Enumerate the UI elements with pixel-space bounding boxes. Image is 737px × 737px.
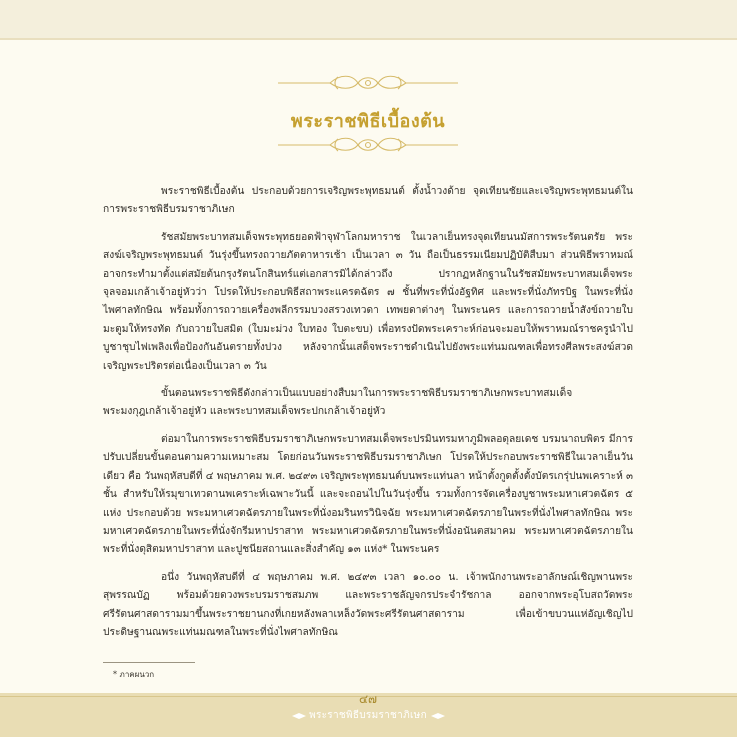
ornament-bottom-icon: [268, 134, 468, 156]
page-title: พระราชพิธีเบื้องต้น: [290, 111, 446, 132]
body-text: [103, 183, 633, 651]
paragraph-2: รัชสมัยพระบาทสมเด็จพระพุทธยอดฟ้าจุฬาโลกมหาราช ในเวลาเย็นทรงจุดเทียนนมัสการพระรัตนตรัย พระสงฆ์เจริญพระพุทธมนต์ วันรุ่งขึ้นทรงถวายภัตตาหารเช้า เป็นเวลา ๓ วัน ถือเป็นธรรมเนียมปฏิบัติสืบมา ส่วนพิธีพราหมณ์อาจกระทำมาตั้งแต่สมัยต้นกรุงรัตนโกสินทร์แต่เอกสารมิได้กล่าวถึง ปรากฏหลักฐานในรัชสมัยพระบาทสมเด็จพระจุลจอมเกล้าเจ้าอยู่หัวว่า โปรดให้ประกอบพิธีสถาพระแครตฉัตร ๗ ชั้นที่พระที่นั่งอัฐทิศ และพระที่นั่งภัทรบิฐ ในพระที่นั่งไพศาลทักษิณ พร้อมทั้งการถวายเครื่องพลีกรรมบวงสรวงเทวดา เทพยดาต่างๆ ในพระนคร และการถวายน้ำสังข์ถวายใบมะตูมให้ทรงทัด กับถวายใบสมิต (ใบมะม่วง ใบทอง ใบตะขบ) เพื่อทรงปัดพระเคราะห์ก่อนจะมอบให้พราหมณ์ราชครูนำไปบูชาชุบไฟเพลิงเพื่อป้องกันอันตรายทั้งปวง หลังจากนั้นเสด็จพระราชดำเนินไปยังพระแท่นมณฑลเพื่อทรงศีลพระสงฆ์สวดเจริญพระปริตรต่อเนื่องเป็นเวลา ๓ วัน: [103, 231, 633, 372]
paragraph-5: อนึ่ง วันพฤหัสบดีที่ ๔ พฤษภาคม พ.ศ. ๒๔๙๓ เวลา ๑๐.๐๐ น. เจ้าพนักงานพระอาลักษณ์เชิญพานพระสุพรรณบัฏ พร้อมด้วยดวงพระบรมราชสมภพ และพระราชลัญจกรประจำรัชกาล ออกจากพระอุโบสถวัดพระศรีรัตนศาสดารามมาขึ้นพระราชยานกงที่เกยหลังพลาเหล็งวัดพระศรีรัตนศาสดาราม เพื่อเข้าขบวนแห่อัญเชิญไปประดิษฐานณพระแท่นมณฑลในพระที่นั่งไพศาลทักษิณ: [103, 571, 633, 638]
page-number: ๔๗: [358, 692, 378, 706]
paragraph-3: ขั้นตอนพระราชพิธีดังกล่าวเป็นแบบอย่างสืบมาในการพระราชพิธีบรมราชาภิเษกพระบาทสมเด็จพระมงกุฎเกล้าเจ้าอยู่หัว และพระบาทสมเด็จพระปกเกล้าเจ้าอยู่หัว: [103, 388, 573, 418]
paragraph-4: ต่อมาในการพระราชพิธีบรมราชาภิเษกพระบาทสมเด็จพระปรมินทรมหาภูมิพลอดุลยเดช บรมนาถบพิตร มีการปรับเปลี่ยนขั้นตอนตามความเหมาะสม โดยก่อนวันพระราชพิธีบรมราชาภิเษก โปรดให้ประกอบพระราชพิธีในเวลาเย็นวันเดียว คือ วันพฤหัสบดีที่ ๔ พฤษภาคม พ.ศ. ๒๔๙๓ เจริญพระพุทธมนต์บนพระแท่นลา หน้าตั้งกูดตั้งตั้งบัตรเกรุ่ปนพเคราะห์ ๓ ชั้น สำหรับให้รมุขาเทวดานพเคราะห์เฉพาะวันนี้ และจะถอนไปในวันรุ่งขึ้น รวมทั้งการจัดเครื่องบูชาพระมหาเศวตฉัตร ๕ แห่ง ประกอบด้วย พระมหาเศวตฉัตรภายในพระที่นั่งอมรินทรวินิจฉัย พระมหาเศวตฉัตรภายในพระที่นั่งไพศาลทักษิณ พระมหาเศวตฉัตรภายในพระที่นั่งจักรีมหาปราสาท พระมหาเศวตฉัตรภายในพระที่นั่งอนันตสมาคม พระมหาเศวตฉัตรภายในพระที่นั่งดุสิตมหาปราสาท และปูชนียสถานและสิ่งสำคัญ ๑๓ แห่ง* ในพระนคร: [103, 433, 633, 556]
footnote: * ภาคผนวก: [113, 670, 155, 679]
paragraph-1: พระราชพิธีเบื้องต้น ประกอบด้วยการเจริญพระพุทธมนต์ ตั้งน้ำวงด้าย จุดเทียนชัยและเจริญพระพุทธมนต์ในการพระราชพิธีบรมราชาภิเษก: [103, 186, 633, 216]
footnote-rule: [103, 662, 195, 663]
header-divider: [0, 38, 737, 40]
title-block: [268, 72, 468, 162]
running-title: พระราชพิธีบรมราชาภิเษก: [309, 710, 427, 721]
header-band: [0, 0, 737, 40]
footer-ornament-right-icon: [431, 713, 445, 719]
ornament-top-icon: [268, 72, 468, 94]
